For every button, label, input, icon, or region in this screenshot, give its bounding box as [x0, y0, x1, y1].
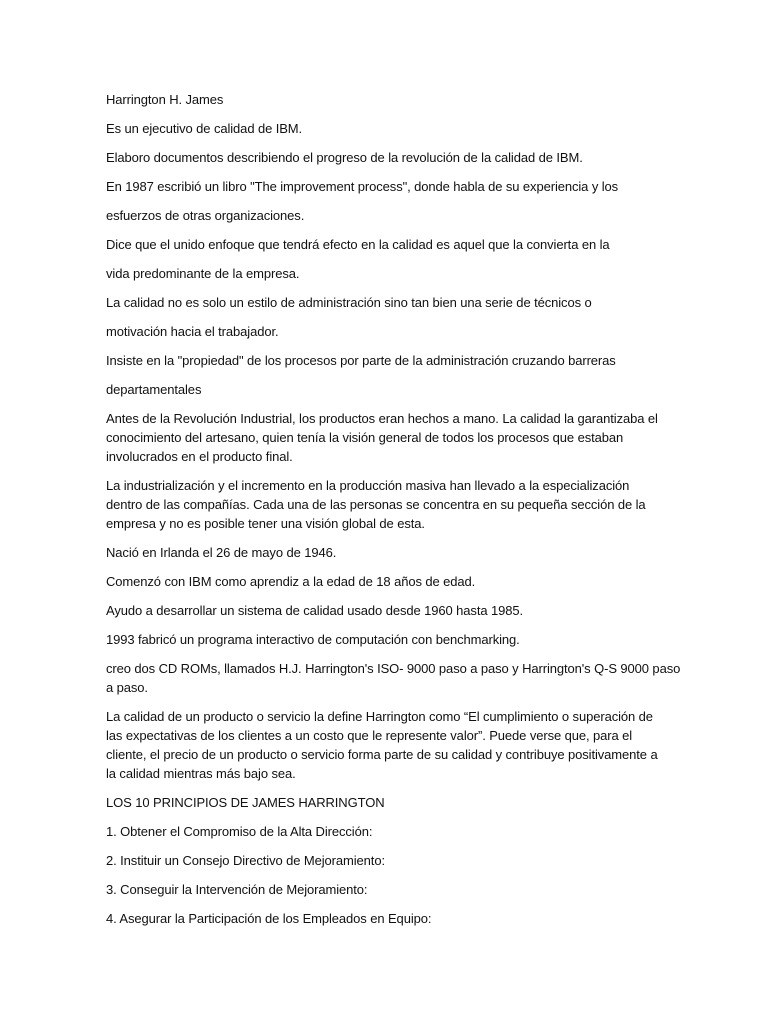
paragraph-industrialization: [106, 476, 666, 533]
text-line: 3. Conseguir la Intervención de Mejoramiento:: [106, 882, 368, 897]
text-line: La calidad de un producto o servicio la define Harrington como “El cumplimiento o superación de: [106, 709, 653, 724]
paragraph-benchmarking: [106, 630, 666, 649]
principle-item-3: [106, 880, 666, 899]
text-line: Nació en Irlanda el 26 de mayo de 1946.: [106, 545, 337, 560]
text-line: Es un ejecutivo de calidad de IBM.: [106, 121, 303, 136]
paragraph-apprentice: [106, 572, 666, 591]
paragraph-quality-style-continued: [106, 322, 666, 341]
text-line: 2. Instituir un Consejo Directivo de Mejoramiento:: [106, 853, 385, 868]
text-line: 4. Asegurar la Participación de los Empleados en Equipo:: [106, 911, 432, 926]
text-line: las expectativas de los clientes a un costo que le represente valor”. Puede verse que, para el: [106, 728, 633, 743]
text-line: esfuerzos de otras organizaciones.: [106, 208, 305, 223]
paragraph-quality-system: [106, 601, 666, 620]
text-line: motivación hacia el trabajador.: [106, 324, 279, 339]
paragraph-documents: [106, 148, 666, 167]
paragraph-process-ownership: [106, 351, 666, 370]
paragraph-process-ownership-continued: [106, 380, 666, 399]
text-line: Antes de la Revolución Industrial, los productos eran hechos a mano. La calidad la garantizaba el: [106, 411, 658, 426]
paragraph-author-name: [106, 90, 666, 109]
text-line: cliente, el precio de un producto o servicio forma parte de su calidad y contribuye positivamente a: [106, 747, 658, 762]
text-line: a paso.: [106, 680, 148, 695]
paragraph-ibm-executive: [106, 119, 666, 138]
text-line: 1993 fabricó un programa interactivo de computación con benchmarking.: [106, 632, 520, 647]
paragraph-book-1987-continued: [106, 206, 666, 225]
text-line: empresa y no es posible tener una visión global de esta.: [106, 516, 425, 531]
text-line: Elaboro documentos describiendo el progreso de la revolución de la calidad de IBM.: [106, 150, 583, 165]
text-line: La calidad no es solo un estilo de administración sino tan bien una serie de técnicos o: [106, 295, 592, 310]
principle-item-4: [106, 909, 666, 928]
text-line: Ayudo a desarrollar un sistema de calidad usado desde 1960 hasta 1985.: [106, 603, 523, 618]
text-line: la calidad mientras más bajo sea.: [106, 766, 296, 781]
text-line: conocimiento del artesano, quien tenía la visión general de todos los procesos que estaban: [106, 430, 624, 445]
paragraph-birth: [106, 543, 666, 562]
text-line: departamentales: [106, 382, 202, 397]
paragraph-quality-definition: [106, 707, 666, 783]
document-body: [106, 90, 681, 928]
paragraph-focus-continued: [106, 264, 666, 283]
text-line: 1. Obtener el Compromiso de la Alta Dirección:: [106, 824, 373, 839]
text-line: En 1987 escribió un libro "The improvement process", donde habla de su experiencia y los: [106, 179, 619, 194]
text-line: involucrados en el producto final.: [106, 449, 293, 464]
text-line: LOS 10 PRINCIPIOS DE JAMES HARRINGTON: [106, 795, 385, 810]
text-line: Harrington H. James: [106, 92, 224, 107]
text-line: Insiste en la "propiedad" de los procesos por parte de la administración cruzando barreras: [106, 353, 616, 368]
paragraph-industrial-revolution: [106, 409, 666, 466]
principle-item-2: [106, 851, 666, 870]
text-line: La industrialización y el incremento en la producción masiva han llevado a la especialización: [106, 478, 630, 493]
text-line: dentro de las compañías. Cada una de las personas se concentra en su pequeña sección de la: [106, 497, 646, 512]
text-line: vida predominante de la empresa.: [106, 266, 300, 281]
principle-item-1: [106, 822, 666, 841]
paragraph-focus: [106, 235, 666, 254]
text-line: Dice que el unido enfoque que tendrá efecto en la calidad es aquel que la convierta en la: [106, 237, 610, 252]
paragraph-book-1987: [106, 177, 666, 196]
paragraph-quality-style: [106, 293, 666, 312]
paragraph-cd-roms: [106, 659, 681, 697]
text-line: creo dos CD ROMs, llamados H.J. Harrington's ISO- 9000 paso a paso y Harrington's Q-S 9000 paso: [106, 661, 681, 676]
text-line: Comenzó con IBM como aprendiz a la edad de 18 años de edad.: [106, 574, 476, 589]
section-heading-principles: [106, 793, 666, 812]
